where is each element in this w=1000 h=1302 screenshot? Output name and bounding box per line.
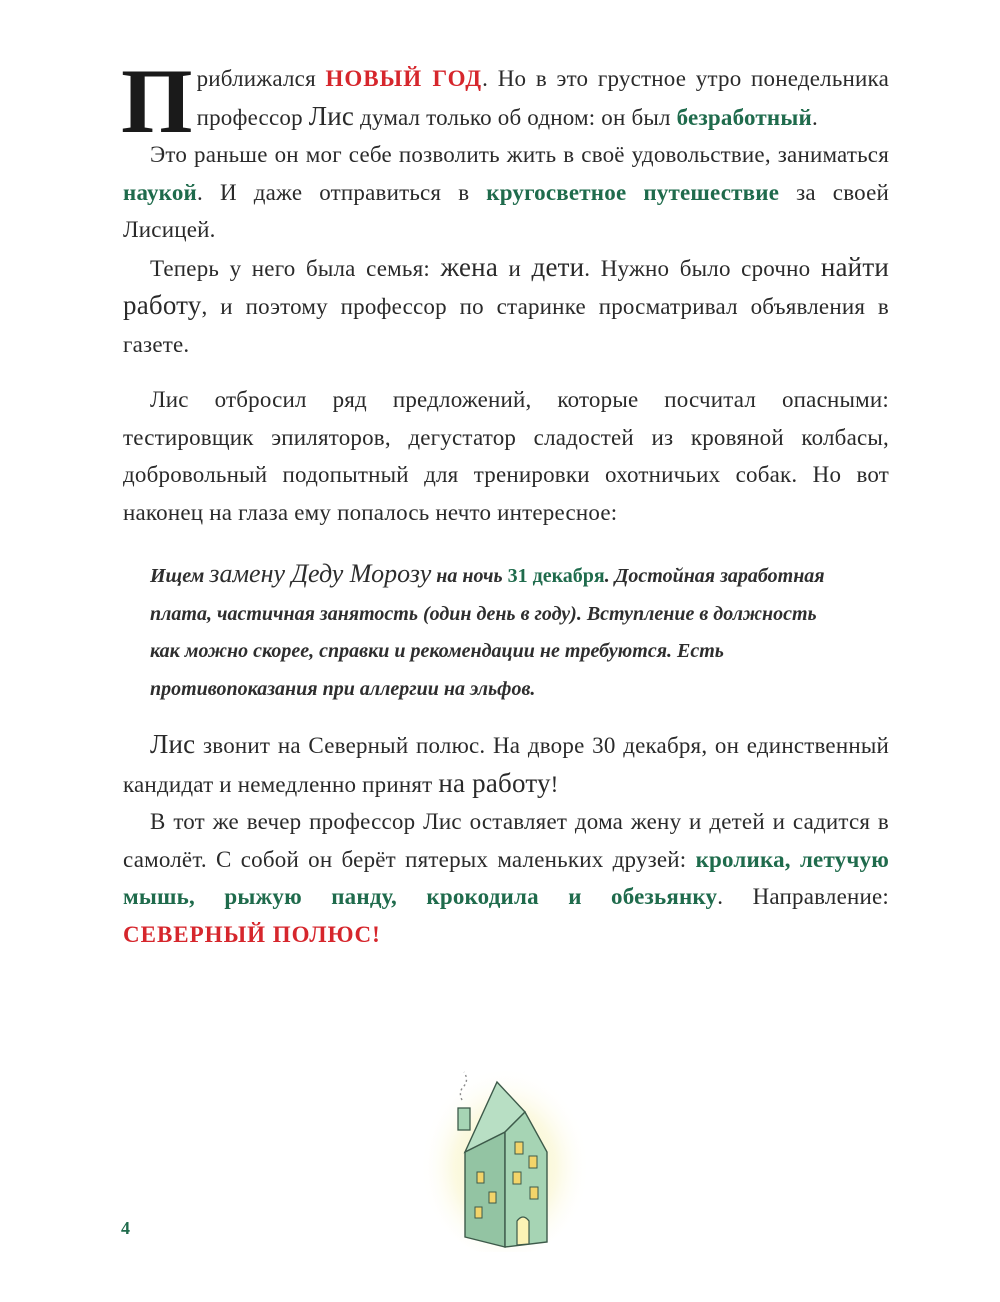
paragraph-intro <box>121 50 889 152</box>
paragraph-departure <box>123 803 889 953</box>
window <box>475 1207 482 1218</box>
text-run: . Достойная заработная плата, частичная занятость (один день в году). Вступление в должность как можно скорее, справки и рекомендации не требуются. Есть противопоказания при аллергии на эльфов. <box>150 565 825 700</box>
window <box>530 1187 538 1199</box>
page-number: 4 <box>121 1218 130 1238</box>
page-text <box>121 50 889 953</box>
house-icon <box>405 1052 605 1252</box>
highlight-friends: кролика, летучую мышь, рыжую панду, крокодила и обезьянку <box>123 846 889 909</box>
emphasis-find-job: найти работу <box>123 251 889 320</box>
text-run: , и поэтому профессор по старинке просматривал объявления в газете. <box>123 294 889 357</box>
paragraph-call <box>123 726 889 803</box>
text-run: . Нужно было срочно <box>584 255 821 281</box>
text-run: ! <box>550 771 559 797</box>
text-run: . <box>811 104 818 130</box>
paragraph-offers <box>123 381 889 531</box>
text-run: звонит на Северный полюс. На дворе 30 декабря, он единственный кандидат и немедленно принят <box>123 733 889 797</box>
highlight-new-year: НОВЫЙ ГОД <box>325 66 483 91</box>
highlight-world-trip: кругосветное путешествие <box>486 179 780 205</box>
window <box>477 1172 484 1183</box>
paragraph-past <box>123 136 889 249</box>
text-run: Лис отбросил ряд предложений, которые посчитал опасными: тестировщик эпиляторов, дегустатор сладостей из кровяной колбасы, добровольный подопытный для тренировки охотничьих собак. Но вот наконец на глаза ему попалось нечто интересное: <box>123 387 889 525</box>
text-run: за своей Лисицей. <box>123 179 889 242</box>
paragraph-family <box>123 249 889 364</box>
highlight-date: 31 декабря <box>507 565 605 587</box>
text-run: . Но в это грустное утро понедельника профессор <box>196 66 889 130</box>
emphasis-lis: Лис <box>308 100 355 131</box>
emphasis-children: дети <box>531 251 585 282</box>
emphasis-hired: на работу <box>438 767 551 798</box>
window <box>529 1156 537 1168</box>
window <box>515 1142 523 1154</box>
chimney <box>458 1108 470 1130</box>
text-run: В тот же вечер профессор Лис оставляет дома жену и детей и садится в самолёт. С собой он берёт пятерых маленьких друзей: <box>123 809 889 872</box>
highlight-north-pole: СЕВЕРНЫЙ ПОЛЮС! <box>123 921 381 947</box>
text-run: Это раньше он мог себе позволить жить в своё удовольствие, заниматься <box>150 142 889 167</box>
window <box>489 1192 496 1203</box>
highlight-science: наукой <box>123 179 197 205</box>
text-run: думал только об одном: он был <box>354 104 677 130</box>
text-run: Ищем <box>150 565 210 587</box>
door <box>517 1217 529 1245</box>
text-run: и <box>498 255 532 281</box>
emphasis-lis: Лис <box>150 729 196 759</box>
drop-cap: П <box>121 50 191 152</box>
text-run: на ночь <box>431 565 508 587</box>
window <box>513 1172 521 1184</box>
text-run: риближался <box>196 66 326 91</box>
job-advert <box>150 555 850 708</box>
text-run: . И даже отправиться в <box>197 179 487 205</box>
text-run: Теперь у него была семья: <box>150 255 441 281</box>
highlight-unemployed: безработный <box>676 104 812 130</box>
text-run: . Направление: <box>717 884 889 909</box>
emphasis-santa-replacement: замену Деду Морозу <box>209 559 432 588</box>
emphasis-wife: жена <box>440 251 499 282</box>
